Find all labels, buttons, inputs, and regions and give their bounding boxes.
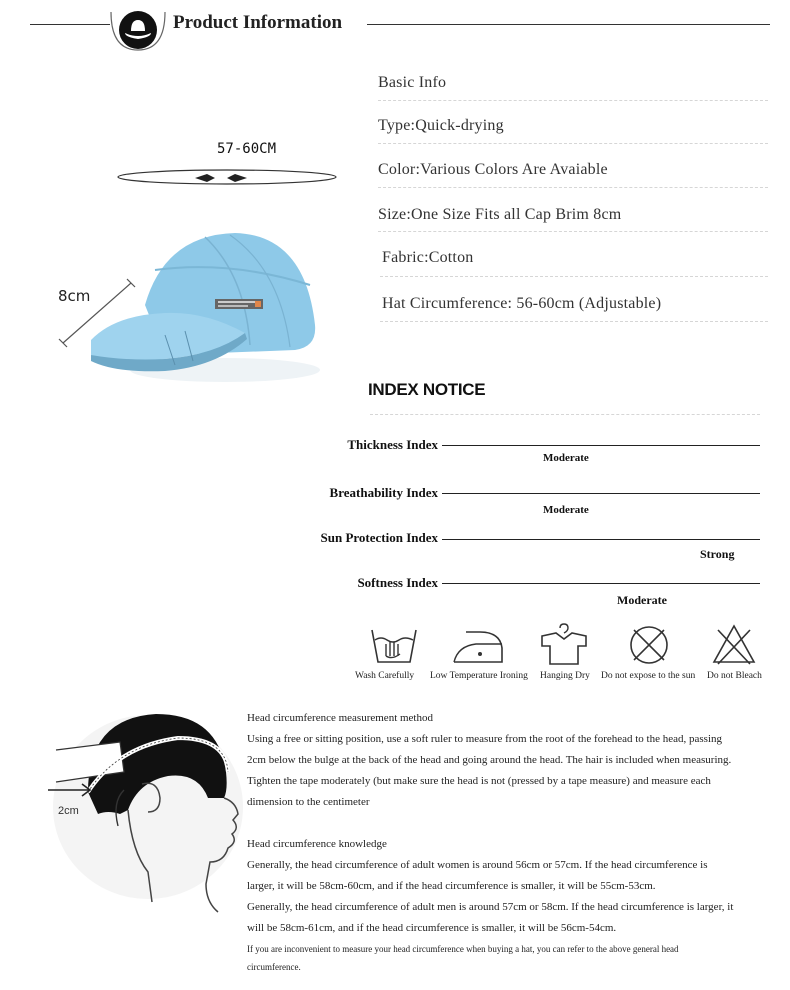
page-title: Product Information: [173, 12, 343, 33]
method-line: Using a free or sitting position, use a soft ruler to measure from the root of the forehead to the head, passing: [247, 733, 723, 745]
info-color: Color:Various Colors Are Avaiable: [378, 161, 608, 178]
knowledge-line: Generally, the head circumference of adult women is around 56cm or 57cm. If the head circumference is: [247, 859, 708, 871]
wash-tub-icon: [368, 622, 420, 668]
hat-icon: [108, 6, 168, 52]
info-circumference: Hat Circumference: 56-60cm (Adjustable): [382, 295, 662, 312]
method-line: dimension to the centimeter: [247, 796, 370, 808]
info-fabric: Fabric:Cotton: [382, 249, 474, 266]
header-rule-right: [367, 24, 770, 25]
thickness-index-label: Thickness Index: [347, 437, 438, 452]
index-notice-title: INDEX NOTICE: [368, 380, 486, 399]
note-line: circumference.: [247, 962, 301, 972]
circumference-label: 57-60CM: [217, 141, 277, 157]
softness-index-label: Softness Index: [357, 575, 438, 590]
circumference-ring-icon: [115, 162, 340, 192]
sun-protection-index-label: Sun Protection Index: [320, 530, 438, 545]
care-label-ironing: Low Temperature Ironing: [430, 671, 528, 681]
baseball-cap-image: [55, 215, 325, 395]
care-label-sun: Do not expose to the sun: [601, 671, 696, 681]
softness-index-scale: [442, 583, 760, 584]
notice-divider: [370, 414, 760, 415]
care-label-hanging: Hanging Dry: [540, 671, 590, 681]
thickness-index-value: Moderate: [543, 452, 589, 464]
knowledge-line: will be 58cm-61cm, and if the head circumference is smaller, it will be 56cm-54cm.: [247, 922, 617, 934]
knowledge-line: Generally, the head circumference of adult men is around 57cm or 58cm. If the head circumference is larger, it: [247, 901, 734, 913]
header-rule-left: [30, 24, 110, 25]
thickness-index-scale: [442, 445, 760, 446]
head-offset-label: 2cm: [58, 805, 79, 817]
sun-protection-index-value: Strong: [700, 547, 735, 561]
knowledge-line: larger, it will be 58cm-60cm, and if the head circumference is smaller, it will be 55cm-53cm.: [247, 880, 656, 892]
crossed-circle-icon: [626, 622, 672, 668]
info-divider: [378, 231, 768, 232]
breathability-index-scale: [442, 493, 760, 494]
crossed-triangle-icon: [710, 622, 758, 668]
note-line: If you are inconvenient to measure your head circumference when buying a hat, you can refer to the above general head: [247, 944, 679, 954]
breathability-index-value: Moderate: [543, 504, 589, 516]
info-divider: [378, 143, 768, 144]
method-title: Head circumference measurement method: [247, 712, 433, 724]
sun-protection-index-scale: [442, 539, 760, 540]
info-type: Type:Quick-drying: [378, 117, 504, 134]
info-divider: [380, 321, 768, 322]
info-divider: [378, 100, 768, 101]
softness-index-value: Moderate: [617, 593, 667, 607]
care-label-bleach: Do not Bleach: [707, 671, 762, 681]
brim-label: 8cm: [58, 287, 91, 305]
method-line: 2cm below the bulge at the back of the head and going around the head. The hair is included when measuring.: [247, 754, 732, 766]
info-divider: [380, 276, 768, 277]
care-label-wash: Wash Carefully: [355, 671, 415, 681]
iron-icon: [450, 622, 506, 668]
method-line: Tighten the tape moderately (but make sure the head is not (pressed by a tape measure) and measure each: [247, 775, 711, 787]
info-size: Size:One Size Fits all Cap Brim 8cm: [378, 206, 622, 223]
knowledge-title: Head circumference knowledge: [247, 838, 387, 850]
hanging-shirt-icon: [538, 622, 590, 668]
breathability-index-label: Breathability Index: [329, 485, 438, 500]
info-basic-info: Basic Info: [378, 74, 447, 91]
info-divider: [378, 187, 768, 188]
